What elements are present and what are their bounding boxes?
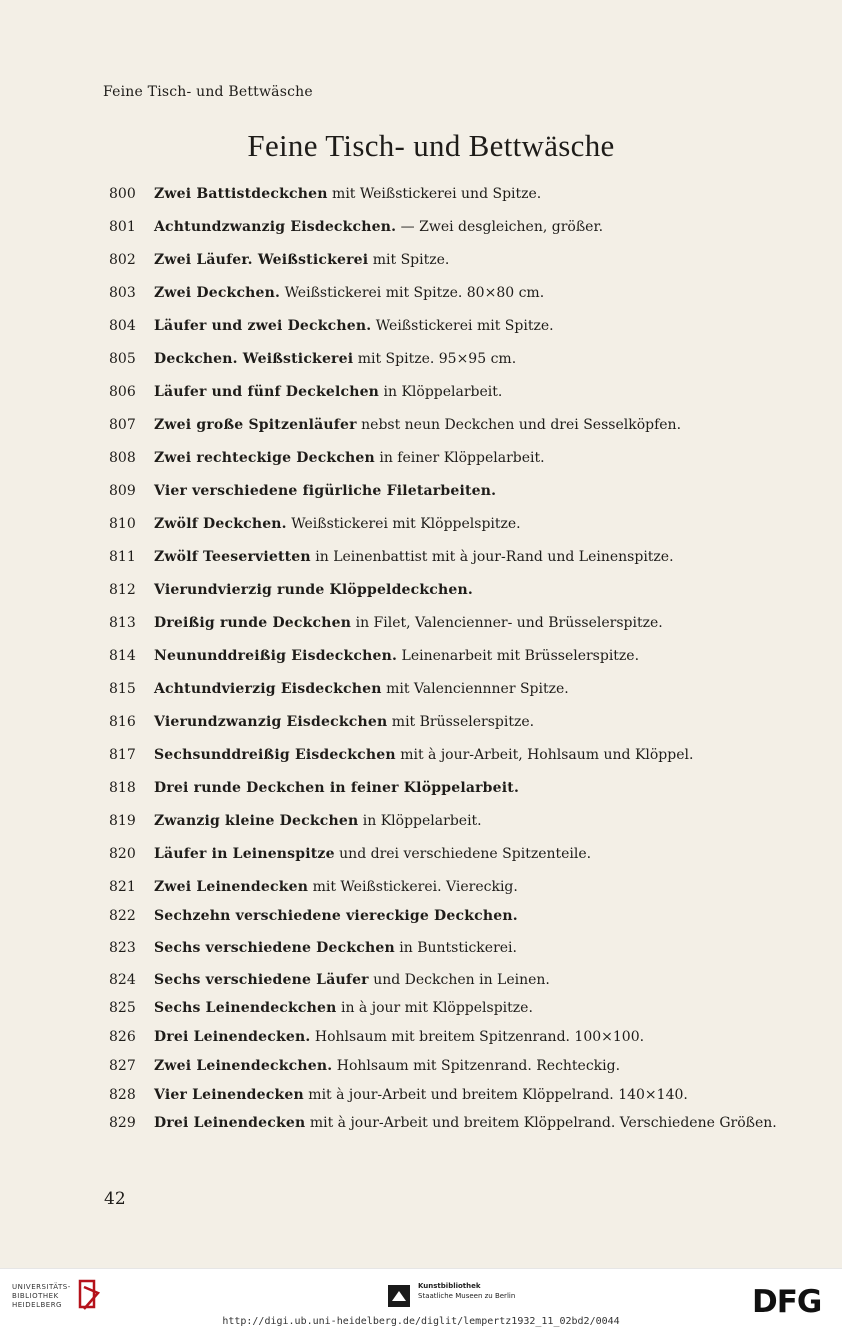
entry-description: in Filet, Valencienner- und Brüsselerspitze. [355, 615, 663, 631]
entry-description: in feiner Klöppelarbeit. [379, 450, 545, 466]
entry-description: mit Valenciennner Spitze. [386, 681, 569, 697]
kunstbibliothek-name [418, 1281, 515, 1301]
entry-description: mit à jour-Arbeit und breitem Klöppelrand. 140×140. [308, 1087, 688, 1103]
entry-title: Zwei Leinendecken [154, 879, 309, 895]
entry-number: 817 [109, 747, 136, 763]
entry-number: 813 [109, 615, 136, 631]
catalog-entry [109, 998, 799, 1019]
entry-number: 807 [109, 417, 136, 433]
kb-subtitle: Staatliche Museen zu Berlin [418, 1292, 516, 1300]
entry-title: Zwei Läufer. Weißstickerei [154, 252, 369, 268]
entry-number: 815 [109, 681, 136, 697]
entry-title: Läufer in Leinenspitze [154, 846, 335, 862]
entry-number: 825 [109, 1000, 136, 1016]
entry-description: Leinenarbeit mit Brüsselerspitze. [401, 648, 640, 664]
entry-title: Zwei Leinendeckchen. [154, 1058, 333, 1074]
kunstbibliothek-logo-icon [386, 1283, 412, 1313]
entry-number: 812 [109, 582, 136, 598]
catalog-entry [109, 349, 799, 370]
catalog-entry [109, 1085, 799, 1106]
entry-title: Sechzehn verschiedene viereckige Deckchen. [154, 908, 518, 924]
entry-title: Zwölf Deckchen. [154, 516, 287, 532]
entry-description: Hohlsaum mit breitem Spitzenrand. 100×100. [314, 1029, 645, 1045]
entry-number: 802 [109, 252, 136, 268]
catalog-entry [109, 938, 799, 959]
entry-number: 818 [109, 780, 136, 796]
entry-description: in Leinenbattist mit à jour-Rand und Leinenspitze. [315, 549, 674, 565]
page-title: Feine Tisch- und Bettwäsche [247, 128, 615, 163]
entry-description: in Klöppelarbeit. [362, 813, 482, 829]
entry-description: mit Spitze. [372, 252, 450, 268]
kb-name: Kunstbibliothek [418, 1282, 481, 1290]
catalog-entry [109, 970, 799, 991]
ub-heidelberg-name [12, 1283, 71, 1310]
entry-number: 803 [109, 285, 136, 301]
entry-number: 810 [109, 516, 136, 532]
catalog-entry [109, 646, 799, 667]
catalog-entry [109, 415, 799, 436]
catalog-entry [109, 316, 799, 337]
entry-title: Drei runde Deckchen in feiner Klöppelarbeit. [154, 780, 520, 796]
entry-description: mit à jour-Arbeit, Hohlsaum und Klöppel. [400, 747, 694, 763]
entry-number: 820 [109, 846, 136, 862]
entry-description: mit Spitze. 95×95 cm. [357, 351, 517, 367]
entry-number: 822 [109, 908, 136, 924]
entry-title: Läufer und zwei Deckchen. [154, 318, 372, 334]
entry-number: 805 [109, 351, 136, 367]
entry-description: in Buntstickerei. [399, 940, 517, 956]
dfg-logo: DFG [752, 1284, 822, 1320]
entry-description: nebst neun Deckchen und drei Sesselköpfen. [361, 417, 682, 433]
entry-number: 819 [109, 813, 136, 829]
page-number: 42 [104, 1189, 126, 1209]
entry-number: 821 [109, 879, 136, 895]
catalog-entry [109, 906, 799, 927]
catalog-entry [109, 217, 799, 238]
catalog-entry [109, 1113, 799, 1134]
entry-description: in Klöppelarbeit. [383, 384, 503, 400]
entry-title: Neununddreißig Eisdeckchen. [154, 648, 398, 664]
entry-description: und drei verschiedene Spitzenteile. [339, 846, 592, 862]
entry-number: 827 [109, 1058, 136, 1074]
entry-title: Vier Leinendecken [154, 1087, 304, 1103]
entry-number: 816 [109, 714, 136, 730]
catalog-entry [109, 613, 799, 634]
entry-title: Zwei große Spitzenläufer [154, 417, 357, 433]
ub-line: HEIDELBERG [12, 1301, 62, 1309]
catalog-entry [109, 481, 799, 502]
entry-title: Sechs verschiedene Deckchen [154, 940, 395, 956]
entry-description: mit Weißstickerei und Spitze. [332, 186, 542, 202]
entry-description: mit à jour-Arbeit und breitem Klöppelrand. Verschiedene Größen. [309, 1115, 777, 1131]
entry-description: Weißstickerei mit Spitze. [375, 318, 554, 334]
entry-description: mit Brüsselerspitze. [391, 714, 535, 730]
entry-number: 811 [109, 549, 136, 565]
entry-title: Sechsunddreißig Eisdeckchen [154, 747, 396, 763]
catalog-entry [109, 514, 799, 535]
entry-description: Hohlsaum mit Spitzenrand. Rechteckig. [336, 1058, 621, 1074]
catalog-entry [109, 745, 799, 766]
entry-number: 808 [109, 450, 136, 466]
catalog-entry [109, 1056, 799, 1077]
entry-title: Zwanzig kleine Deckchen [154, 813, 359, 829]
running-head: Feine Tisch- und Bettwäsche [103, 84, 313, 100]
entry-title: Achtundzwanzig Eisdeckchen. [154, 219, 397, 235]
entry-title: Zwölf Teeservietten [154, 549, 311, 565]
permalink-url[interactable]: http://digi.ub.uni-heidelberg.de/diglit/lempertz1932_11_02bd2/0044 [222, 1316, 620, 1327]
catalog-entry [109, 712, 799, 733]
catalog-entry [109, 382, 799, 403]
entry-title: Deckchen. Weißstickerei [154, 351, 354, 367]
entry-number: 801 [109, 219, 136, 235]
entry-description: in à jour mit Klöppelspitze. [340, 1000, 533, 1016]
catalog-entry [109, 1027, 799, 1048]
entry-title: Achtundvierzig Eisdeckchen [154, 681, 382, 697]
catalog-entry [109, 844, 799, 865]
catalog-entry [109, 580, 799, 601]
entry-title: Sechs verschiedene Läufer [154, 972, 369, 988]
ub-line: BIBLIOTHEK [12, 1292, 59, 1300]
entry-title: Sechs Leinendeckchen [154, 1000, 337, 1016]
ub-heidelberg-logo-icon [76, 1277, 100, 1317]
catalog-entry [109, 250, 799, 271]
entry-number: 824 [109, 972, 136, 988]
catalog-entry [109, 877, 799, 898]
entry-description: — Zwei desgleichen, größer. [400, 219, 604, 235]
entry-number: 814 [109, 648, 136, 664]
entry-title: Vierundzwanzig Eisdeckchen [154, 714, 388, 730]
entry-description: Weißstickerei mit Spitze. 80×80 cm. [284, 285, 545, 301]
entry-description: Weißstickerei mit Klöppelspitze. [291, 516, 521, 532]
catalog-entry [109, 448, 799, 469]
entry-title: Zwei rechteckige Deckchen [154, 450, 375, 466]
entry-number: 804 [109, 318, 136, 334]
catalog-entry [109, 778, 799, 799]
entry-title: Läufer und fünf Deckelchen [154, 384, 380, 400]
entry-description: mit Weißstickerei. Viereckig. [312, 879, 518, 895]
entry-title: Vier verschiedene figürliche Filetarbeiten. [154, 483, 497, 499]
entry-number: 828 [109, 1087, 136, 1103]
entry-number: 800 [109, 186, 136, 202]
catalog-entry [109, 679, 799, 700]
entry-title: Drei Leinendecken. [154, 1029, 311, 1045]
entry-number: 829 [109, 1115, 136, 1131]
entry-title: Drei Leinendecken [154, 1115, 306, 1131]
entry-number: 826 [109, 1029, 136, 1045]
catalog-entry [109, 547, 799, 568]
entry-description: und Deckchen in Leinen. [373, 972, 550, 988]
entry-title: Vierundvierzig runde Klöppeldeckchen. [154, 582, 473, 598]
entry-number: 809 [109, 483, 136, 499]
entry-number: 823 [109, 940, 136, 956]
catalog-entry [109, 283, 799, 304]
entry-title: Dreißig runde Deckchen [154, 615, 352, 631]
entry-title: Zwei Battistdeckchen [154, 186, 328, 202]
entry-title: Zwei Deckchen. [154, 285, 281, 301]
catalog-entry [109, 811, 799, 832]
catalog-entry [109, 184, 799, 205]
ub-line: UNIVERSITÄTS- [12, 1283, 71, 1291]
entry-number: 806 [109, 384, 136, 400]
